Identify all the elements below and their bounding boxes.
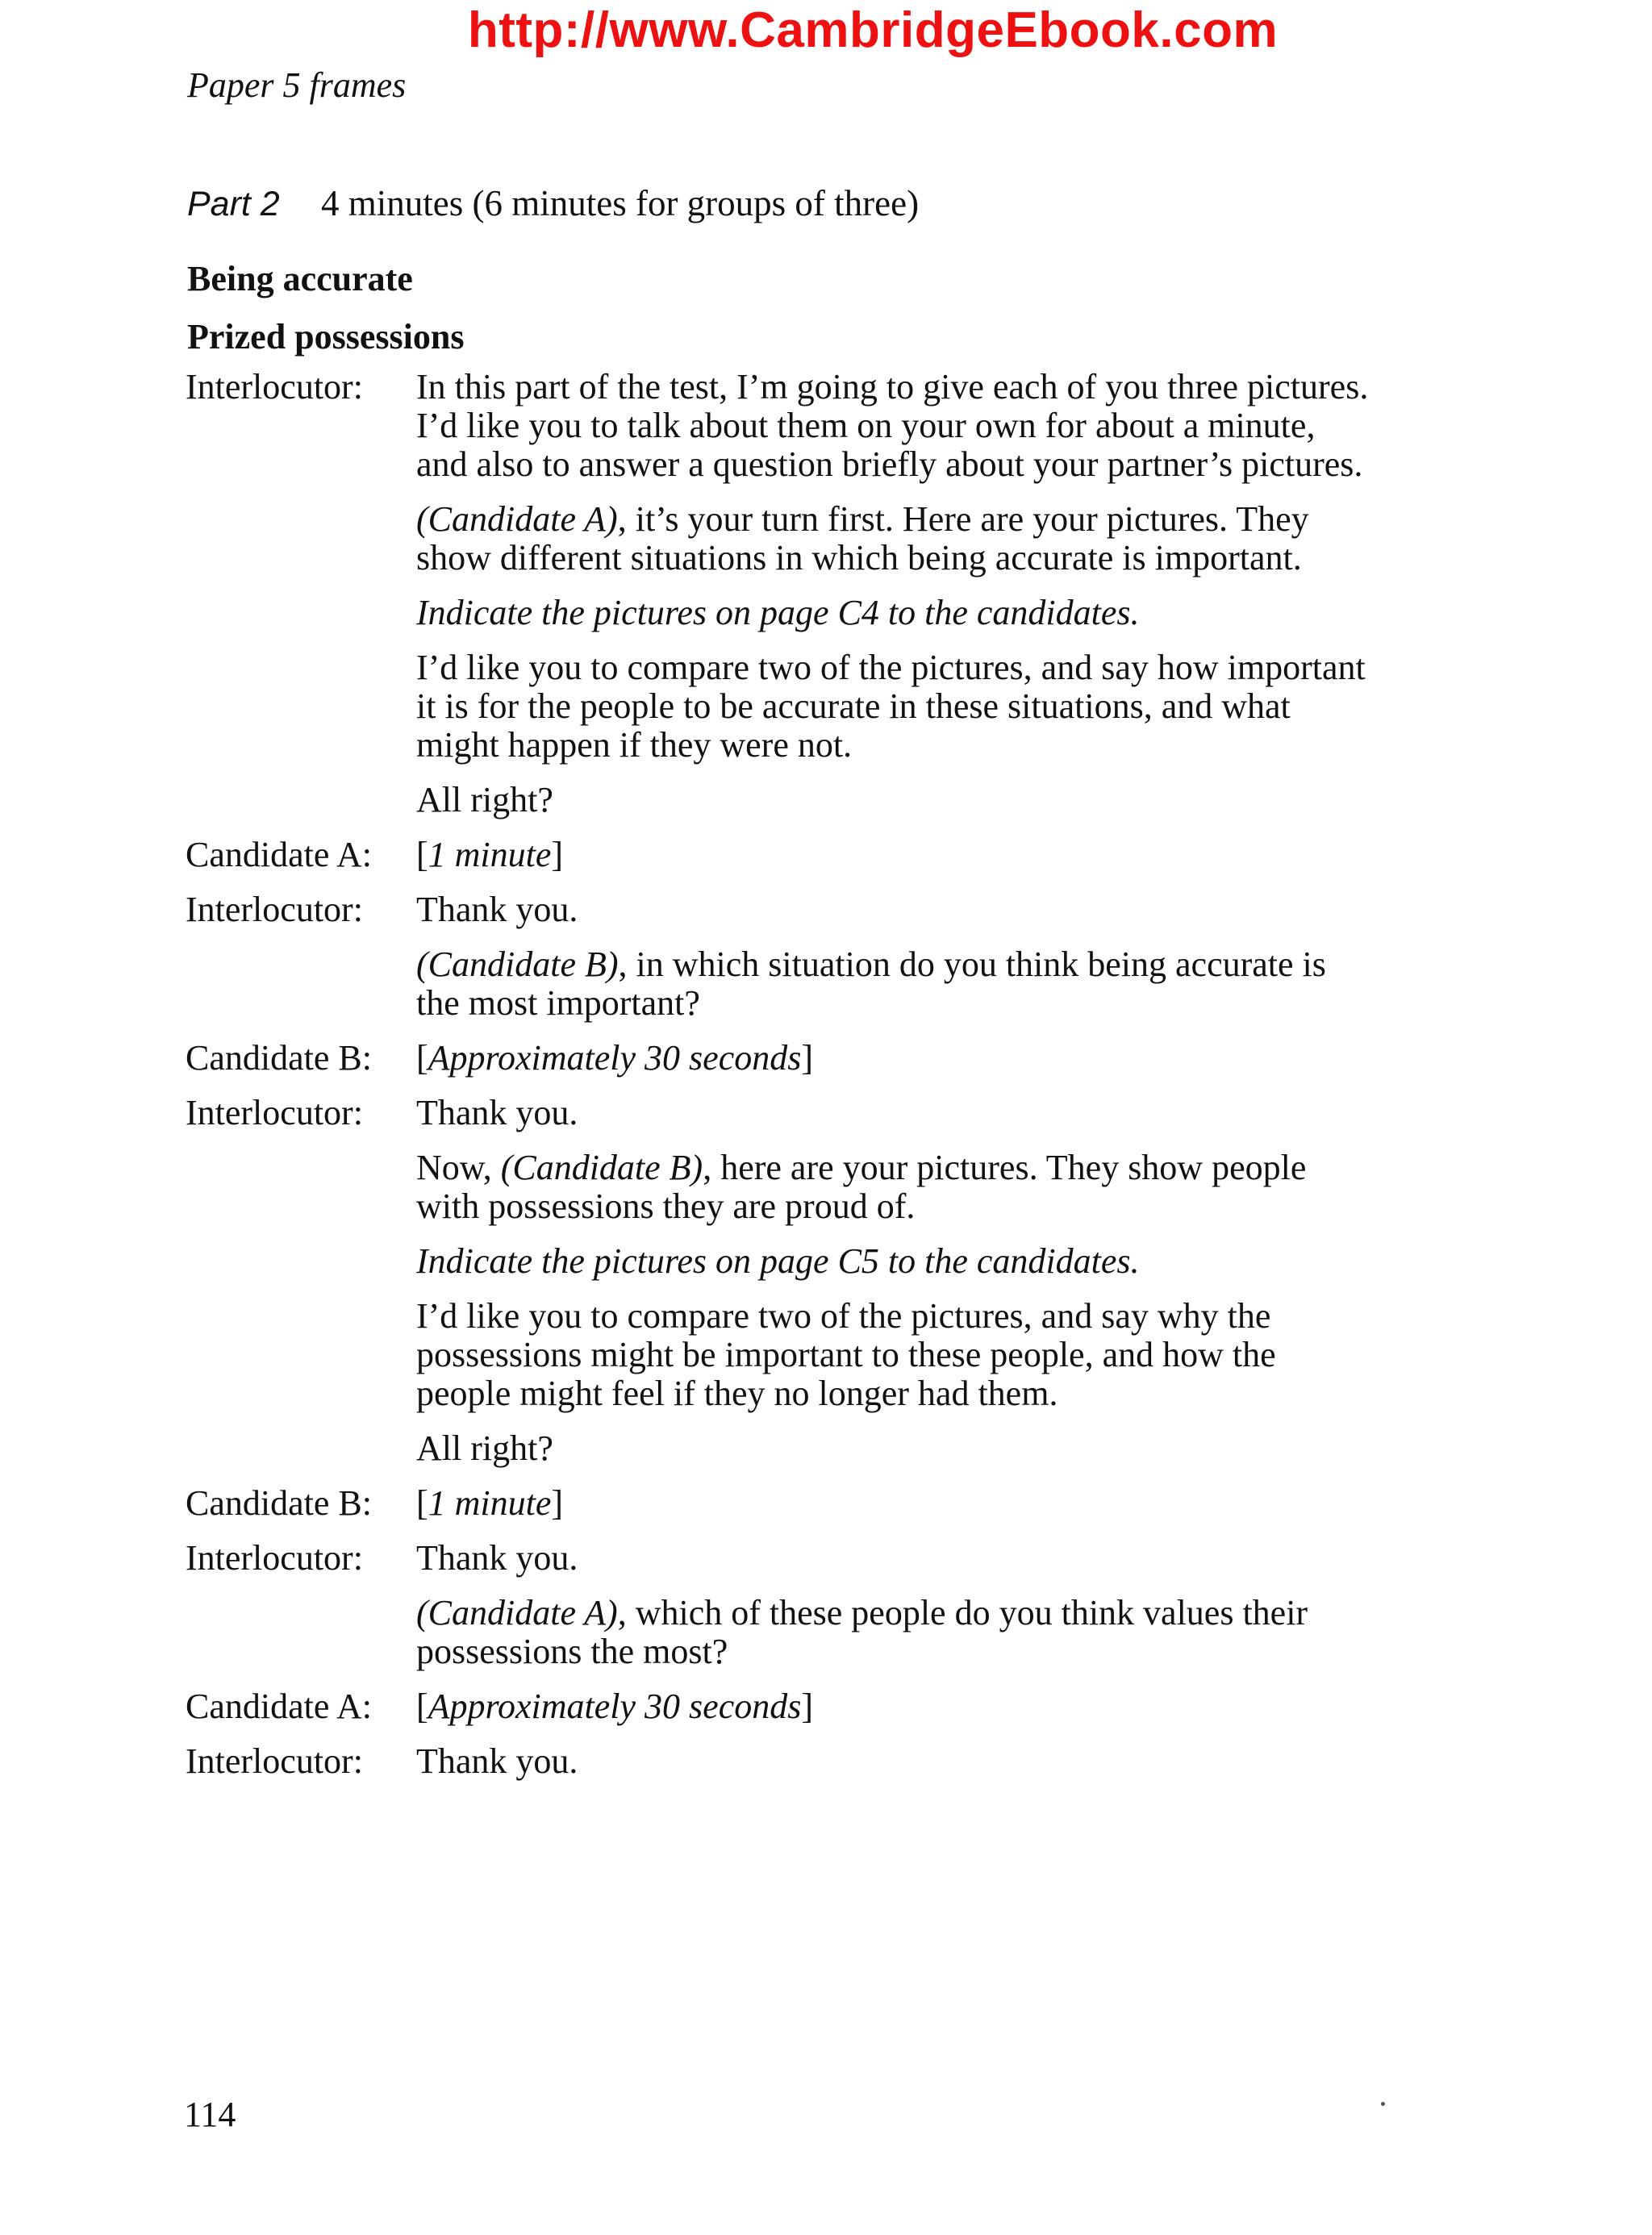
line-text: and also to answer a question briefly about your partner’s pictures. — [416, 444, 1363, 484]
line-text: [ — [416, 1483, 428, 1523]
line-text: possessions might be important to these people, and how the — [416, 1335, 1276, 1374]
line-text: ] — [551, 835, 564, 874]
script-line — [416, 407, 1444, 445]
line-text: Thank you. — [416, 1093, 578, 1132]
script-line — [416, 594, 1444, 632]
script-line — [416, 726, 1444, 765]
script-paragraph — [416, 1539, 1444, 1578]
script-turn — [186, 1039, 1444, 1094]
speaker-label: Interlocutor: — [186, 890, 363, 929]
exam-script — [186, 368, 1444, 1797]
script-paragraph — [416, 1039, 1444, 1078]
speaker-label: Candidate B: — [186, 1483, 372, 1523]
script-line — [416, 1687, 1444, 1726]
script-line — [416, 1429, 1444, 1468]
script-paragraph — [416, 1742, 1444, 1781]
line-text: All right? — [416, 1428, 553, 1468]
script-paragraph — [416, 781, 1444, 819]
part-label: Part 2 — [187, 185, 280, 223]
script-line — [416, 687, 1444, 726]
script-paragraph — [416, 648, 1444, 765]
speaker-label: Candidate A: — [186, 835, 372, 874]
line-text: , here are your pictures. They show people — [703, 1148, 1307, 1187]
script-paragraph — [416, 945, 1444, 1023]
speaker-lines — [416, 1094, 1444, 1484]
script-line — [416, 1242, 1444, 1281]
line-text: , which of these people do you think values their — [617, 1593, 1308, 1632]
script-line — [416, 1149, 1444, 1187]
speaker-label: Candidate A: — [186, 1687, 372, 1726]
script-turn — [186, 368, 1444, 836]
line-text: , in which situation do you think being accurate is — [618, 944, 1326, 984]
script-paragraph — [416, 1429, 1444, 1468]
page-number: 114 — [184, 2095, 236, 2134]
script-line — [416, 1632, 1444, 1671]
script-turn — [186, 1484, 1444, 1539]
line-text: Thank you. — [416, 1741, 578, 1781]
script-paragraph — [416, 1094, 1444, 1132]
script-line — [416, 445, 1444, 484]
script-paragraph — [416, 1297, 1444, 1413]
line-text: Indicate the pictures on page C5 to the candidates. — [416, 1241, 1140, 1281]
examiner-instruction — [416, 1242, 1444, 1281]
examiner-instruction — [416, 594, 1444, 632]
script-turn — [186, 1094, 1444, 1484]
line-text: the most important? — [416, 983, 700, 1023]
italic-cue: 1 minute — [428, 1483, 552, 1523]
script-line — [416, 1539, 1444, 1578]
script-turn — [186, 836, 1444, 890]
script-line — [416, 890, 1444, 929]
script-line — [416, 984, 1444, 1023]
speaker-lines — [416, 890, 1444, 1039]
line-text: In this part of the test, I’m going to give each of you three pictures. — [416, 367, 1369, 407]
part-timing: 4 minutes (6 minutes for groups of three) — [320, 183, 920, 223]
task-subtitle: Prized possessions — [187, 317, 465, 357]
speaker-lines — [416, 1742, 1444, 1797]
line-text: I’d like you to talk about them on your own for about a minute, — [416, 406, 1316, 445]
part-heading — [187, 179, 919, 228]
watermark-url: http://www.CambridgeEbook.com — [467, 2, 1279, 58]
italic-cue: (Candidate A) — [416, 499, 618, 539]
line-text: possessions the most? — [416, 1632, 728, 1671]
script-line — [416, 1039, 1444, 1078]
line-text: it is for the people to be accurate in these situations, and what — [416, 686, 1291, 726]
line-text: might happen if they were not. — [416, 725, 853, 765]
script-line — [416, 539, 1444, 578]
line-text: ] — [801, 1038, 814, 1078]
line-text: with possessions they are proud of. — [416, 1186, 916, 1226]
line-text: Now, — [416, 1148, 501, 1187]
speaker-lines — [416, 1687, 1444, 1742]
script-paragraph — [416, 1687, 1444, 1726]
script-line — [416, 1336, 1444, 1374]
line-text: Thank you. — [416, 890, 578, 929]
speaker-label: Interlocutor: — [186, 1741, 363, 1781]
script-line — [416, 945, 1444, 984]
script-line — [416, 1374, 1444, 1413]
italic-cue: Approximately 30 seconds — [428, 1038, 802, 1078]
task-title: Being accurate — [187, 259, 413, 298]
running-head: Paper 5 frames — [187, 65, 407, 105]
italic-cue: (Candidate A) — [416, 1593, 618, 1632]
script-line — [416, 1594, 1444, 1632]
script-paragraph — [416, 368, 1444, 484]
speaker-lines — [416, 836, 1444, 890]
line-text: ] — [551, 1483, 564, 1523]
script-line — [416, 648, 1444, 687]
script-line — [416, 781, 1444, 819]
script-line — [416, 500, 1444, 539]
script-turn — [186, 1539, 1444, 1687]
script-paragraph — [416, 1149, 1444, 1226]
line-text: show different situations in which being accurate is important. — [416, 538, 1302, 578]
script-line — [416, 1742, 1444, 1781]
speaker-lines — [416, 1484, 1444, 1539]
line-text: Thank you. — [416, 1538, 578, 1578]
line-text: I’d like you to compare two of the pictures, and say how important — [416, 648, 1366, 687]
scan-speck — [1381, 2102, 1385, 2106]
italic-cue: (Candidate B) — [416, 944, 619, 984]
speaker-lines — [416, 1039, 1444, 1094]
line-text: I’d like you to compare two of the pictures, and say why the — [416, 1296, 1271, 1336]
italic-cue: Approximately 30 seconds — [428, 1687, 802, 1726]
line-text: [ — [416, 1038, 428, 1078]
script-line — [416, 1187, 1444, 1226]
script-turn — [186, 1687, 1444, 1742]
speaker-label: Interlocutor: — [186, 1093, 363, 1132]
script-paragraph — [416, 500, 1444, 578]
line-text: ] — [801, 1687, 814, 1726]
script-paragraph — [416, 836, 1444, 874]
italic-cue: 1 minute — [428, 835, 552, 874]
script-line — [416, 1297, 1444, 1336]
speaker-label: Candidate B: — [186, 1038, 372, 1078]
line-text: [ — [416, 1687, 428, 1726]
script-paragraph — [416, 890, 1444, 929]
speaker-label: Interlocutor: — [186, 367, 363, 407]
script-turn — [186, 1742, 1444, 1797]
script-line — [416, 1484, 1444, 1523]
script-paragraph — [416, 1594, 1444, 1671]
line-text: All right? — [416, 780, 553, 819]
script-line — [416, 1094, 1444, 1132]
line-text: people might feel if they no longer had them. — [416, 1374, 1058, 1413]
script-paragraph — [416, 1484, 1444, 1523]
line-text: , it’s your turn first. Here are your pictures. They — [617, 499, 1309, 539]
italic-cue: (Candidate B) — [500, 1148, 703, 1187]
speaker-label: Interlocutor: — [186, 1538, 363, 1578]
speaker-lines — [416, 368, 1444, 836]
script-line — [416, 368, 1444, 407]
line-text: Indicate the pictures on page C4 to the candidates. — [416, 593, 1140, 632]
script-line — [416, 836, 1444, 874]
line-text: [ — [416, 835, 428, 874]
speaker-lines — [416, 1539, 1444, 1687]
script-turn — [186, 890, 1444, 1039]
